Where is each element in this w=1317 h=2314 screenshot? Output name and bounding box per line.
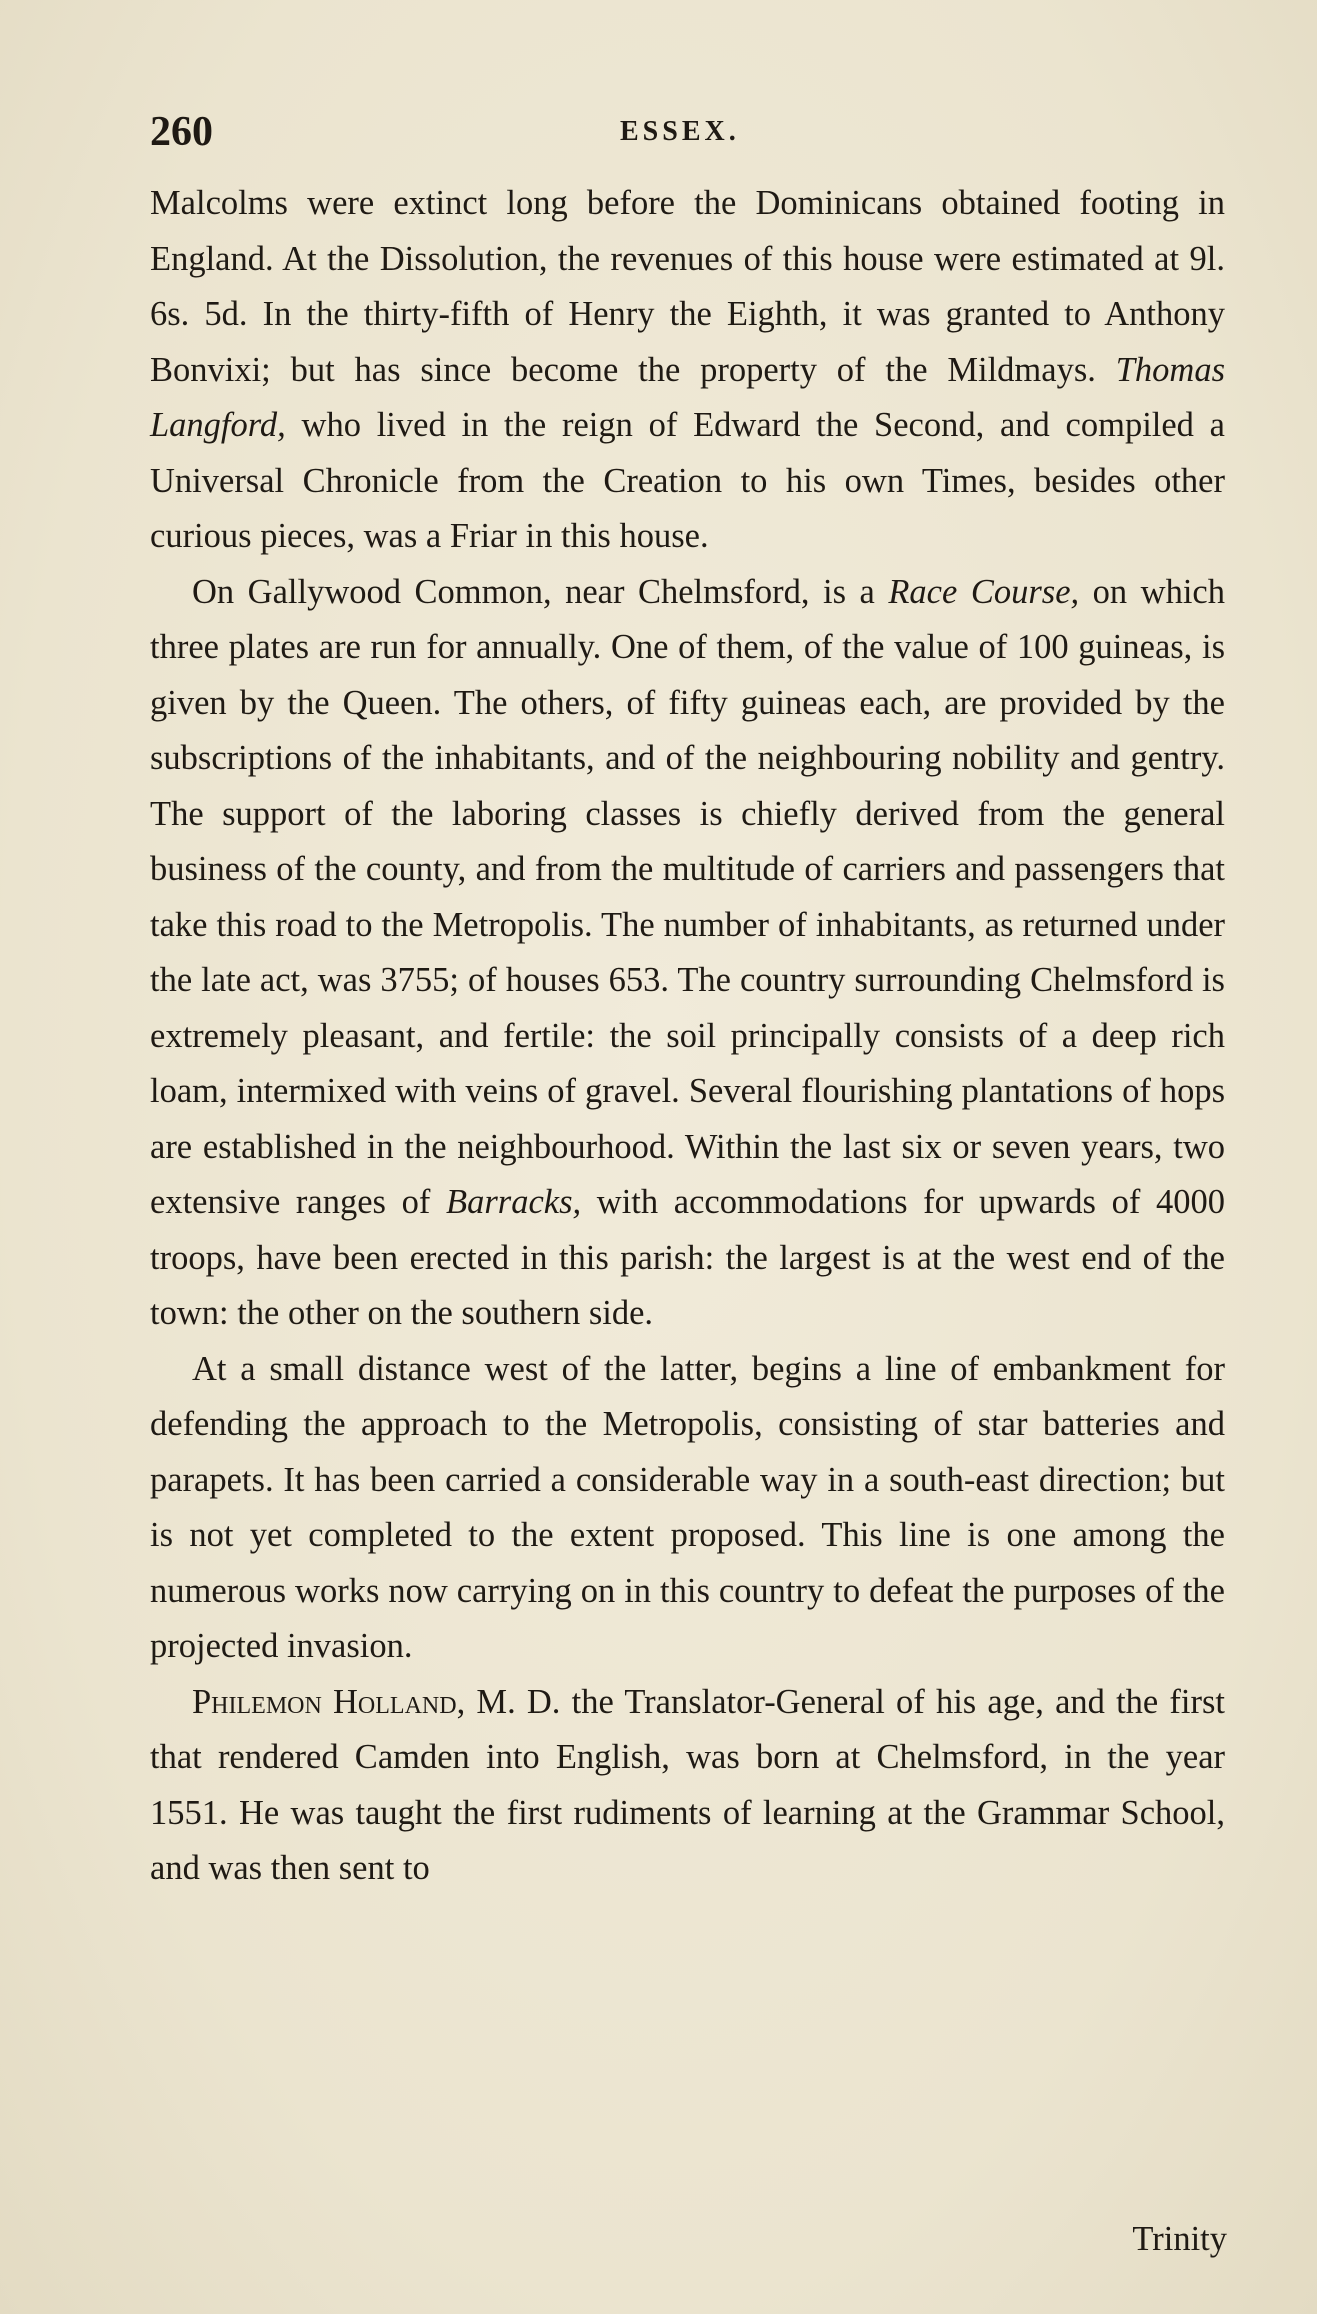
paragraph-text: At a small distance west of the latter, begins a line of embankment for defending the approach to the Metropolis, consisting of star batteries and parapets. It has been carried a considerable way in a south-east direction; but is not yet completed to the extent proposed. This line is one among the numerous works now carrying on in this country to defeat the purposes of the projected invasion.	[150, 1349, 1225, 1665]
italic-barracks: Barracks,	[446, 1183, 582, 1221]
small-caps-name: Philemon Holland,	[192, 1682, 466, 1721]
running-head: ESSEX.	[620, 116, 740, 147]
italic-name-thomas-langford: Thomas Langford,	[150, 350, 1225, 444]
catchword: Trinity	[1132, 2220, 1227, 2258]
paragraph-dominicans	[150, 176, 1225, 565]
paragraph-gallywood	[150, 565, 1225, 1342]
page-header	[150, 108, 1240, 158]
paragraph-text: who lived in the reign of Edward the Second, and compiled a Universal Chronicle from the Creation to his own Times, besides other curious pieces, was a Friar in this house.	[150, 406, 1225, 555]
paragraph-text: Malcolms were extinct long before the Dominicans obtained footing in England. At the Dissolution, the revenues of this house were estimated at 9l. 6s. 5d. In the thirty-fifth of Henry the Eighth, it was granted to Anthony Bonvixi; but has since become the property of the Mildmays.	[150, 184, 1225, 389]
page-number: 260	[150, 109, 213, 155]
paragraph-embankment	[150, 1342, 1225, 1675]
body-text	[150, 176, 1225, 1897]
paragraph-text: with accommodations for upwards of 4000 troops, have been erected in this parish: the largest is at the west end of the town: the other on the southern side.	[150, 1183, 1225, 1332]
paragraph-text: M. D. the Translator-General of his age, and the first that rendered Camden into English, was born at Chelmsford, in the year 1551. He was taught the first rudiments of learning at the Grammar School, and was then sent to	[150, 1682, 1226, 1887]
paragraph-text: On Gallywood Common, near Chelmsford, is a	[192, 572, 889, 611]
paragraph-text: on which three plates are run for annually. One of them, of the value of 100 guineas, is given by the Queen. The others, of fifty guineas each, are provided by the subscriptions of the inhabitants, and of the neighbouring nobility and gentry. The support of the laboring classes is chiefly derived from the general business of the county, and from the multitude of carriers and passengers that take this road to the Metropolis. The number of inhabitants, as returned under the late act, was 3755; of houses 653. The country surrounding Chelmsford is extremely pleasant, and fertile: the soil principally consists of a deep rich loam, intermixed with veins of gravel. Several flourishing plantations of hops are established in the neighbourhood. Within the last six or seven years, two extensive ranges of	[150, 572, 1225, 1221]
paragraph-philemon-holland	[150, 1675, 1225, 1897]
italic-race-course: Race Course,	[888, 572, 1080, 611]
